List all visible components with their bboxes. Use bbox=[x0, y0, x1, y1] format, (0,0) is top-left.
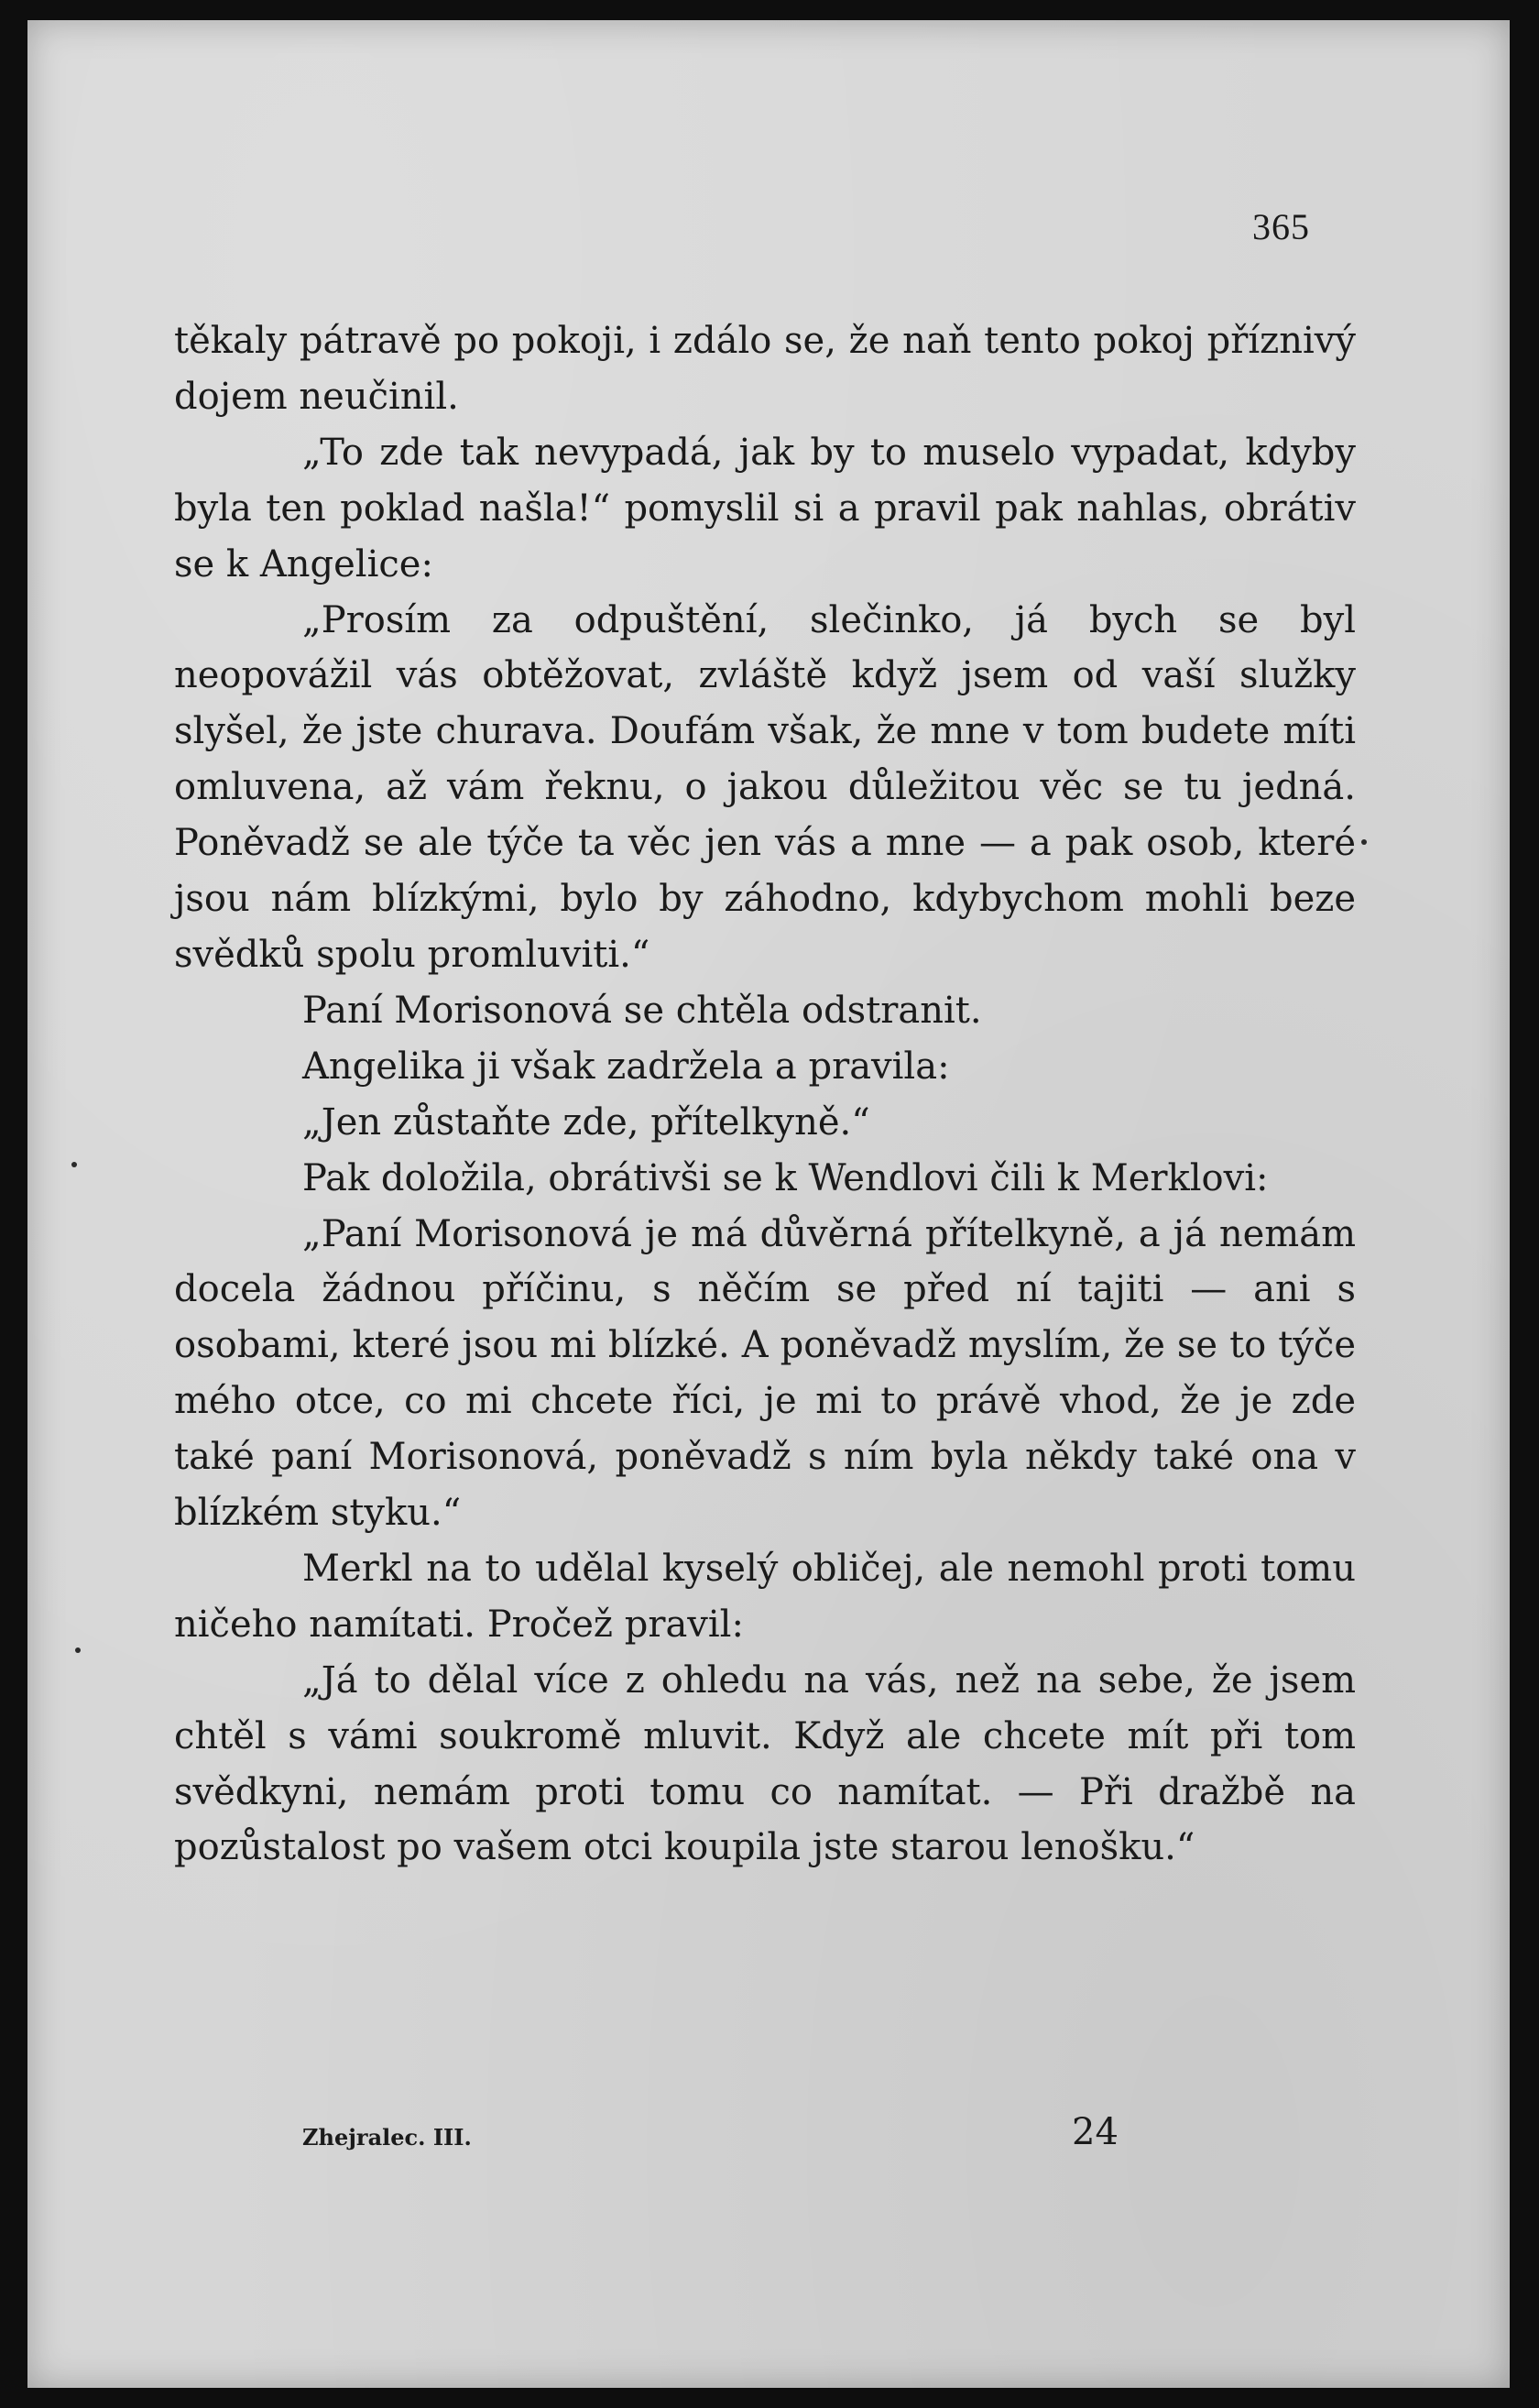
page-number: 365 bbox=[1252, 206, 1310, 247]
ink-speck bbox=[1361, 839, 1367, 845]
paragraph: „To zde tak nevypadá, jak by to muselo vypadat, kdyby byla ten poklad našla!“ pomyslil si a pravil pak nahlas, obrátiv se k Angelice: bbox=[174, 431, 1356, 586]
paragraph: Merkl na to udělal kyselý obličej, ale nemohl proti tomu ničeho namítati. Pročež pravil: bbox=[174, 1547, 1356, 1646]
paragraph: „Já to dělal více z ohledu na vás, než na sebe, že jsem chtěl s vámi soukromě mluvit. Když ale chcete mít při tom svědkyni, nemám proti tomu co namítat. — Při dražbě na pozůstalost po vašem otci koupila jste starou lenošku.“ bbox=[174, 1658, 1356, 1869]
ink-speck bbox=[71, 1162, 77, 1167]
body-text bbox=[174, 313, 1356, 1876]
book-page bbox=[27, 20, 1510, 2388]
paragraph: těkaly pátravě po pokoji, i zdálo se, že naň tento pokoj příznivý dojem neučinil. bbox=[174, 320, 1356, 418]
paragraph: „Jen zůstaňte zde, přítelkyně.“ bbox=[302, 1100, 870, 1144]
paragraph: „Paní Morisonová je má důvěrná přítelkyně, a já nemám docela žádnou příčinu, s něčím se před ní tajiti — ani s osobami, které jsou mi blízké. A poněvadž myslím, že se to týče mého otce, co mi chcete říci, je mi to právě vhod, že je zde také paní Morisonová, poněvadž s ním byla někdy také ona v blízkém styku.“ bbox=[174, 1212, 1356, 1535]
paragraph: Pak doložila, obrátivši se k Wendlovi čili k Merklovi: bbox=[302, 1156, 1269, 1199]
paragraph: Paní Morisonová se chtěla odstranit. bbox=[302, 989, 982, 1032]
printer-signature: Zhejralec. III. bbox=[302, 2124, 472, 2151]
paragraph: „Prosím za odpuštění, slečinko, já bych se byl neopovážil vás obtěžovat, zvláště když jsem od vaší služky slyšel, že jste churava. Doufám však, že mne v tom budete míti omluvena, až vám řeknu, o jakou důležitou věc se tu jedná. Poněvadž se ale týče ta věc jen vás a mne — a pak osob, které jsou nám blízkými, bylo by záhodno, kdybychom mohli beze svědků spolu promluviti.“ bbox=[174, 598, 1356, 976]
paragraph: Angelika ji však zadržela a pravila: bbox=[302, 1045, 950, 1088]
ink-speck bbox=[75, 1647, 81, 1653]
sheet-number: 24 bbox=[1072, 2111, 1119, 2153]
